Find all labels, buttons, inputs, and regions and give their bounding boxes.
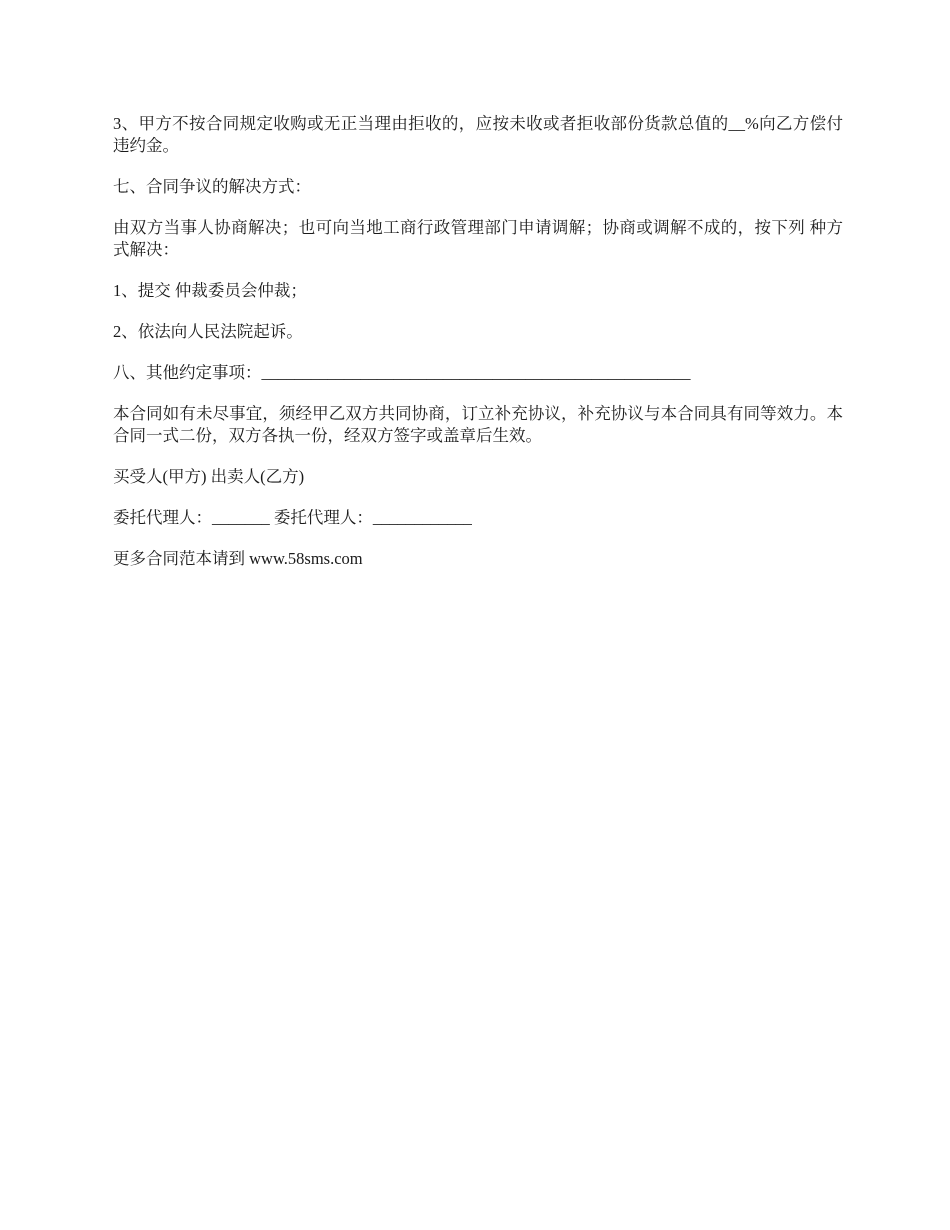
agents-signature-line: 委托代理人：_______ 委托代理人：____________ <box>113 508 472 527</box>
parties-line: 买受人(甲方) 出卖人(乙方) <box>113 467 305 486</box>
document-page <box>113 113 843 589</box>
dispute-resolution-text: 由双方当事人协商解决；也可向当地工商行政管理部门申请调解；协商或调解不成的，按下列 种方式解决： <box>113 218 843 259</box>
section-7-heading: 七、合同争议的解决方式： <box>113 177 311 196</box>
resolution-option-2: 2、依法向人民法院起诉。 <box>113 322 303 341</box>
resolution-option-1: 1、提交 仲裁委员会仲裁； <box>113 281 307 300</box>
supplementary-agreement-text: 本合同如有未尽事宜，须经甲乙双方共同协商，订立补充协议，补充协议与本合同具有同等效力。本合同一式二份，双方各执一份，经双方签字或盖章后生效。 <box>113 404 843 445</box>
clause-3-penalty: 3、甲方不按合同规定收购或无正当理由拒收的，应按未收或者拒收部份货款总值的__%向乙方偿付违约金。 <box>113 114 843 155</box>
section-8-other-terms: 八、其他约定事项：____________________________________________________ <box>113 363 691 382</box>
footer-website-text: 更多合同范本请到 www.58sms.com <box>113 549 363 568</box>
